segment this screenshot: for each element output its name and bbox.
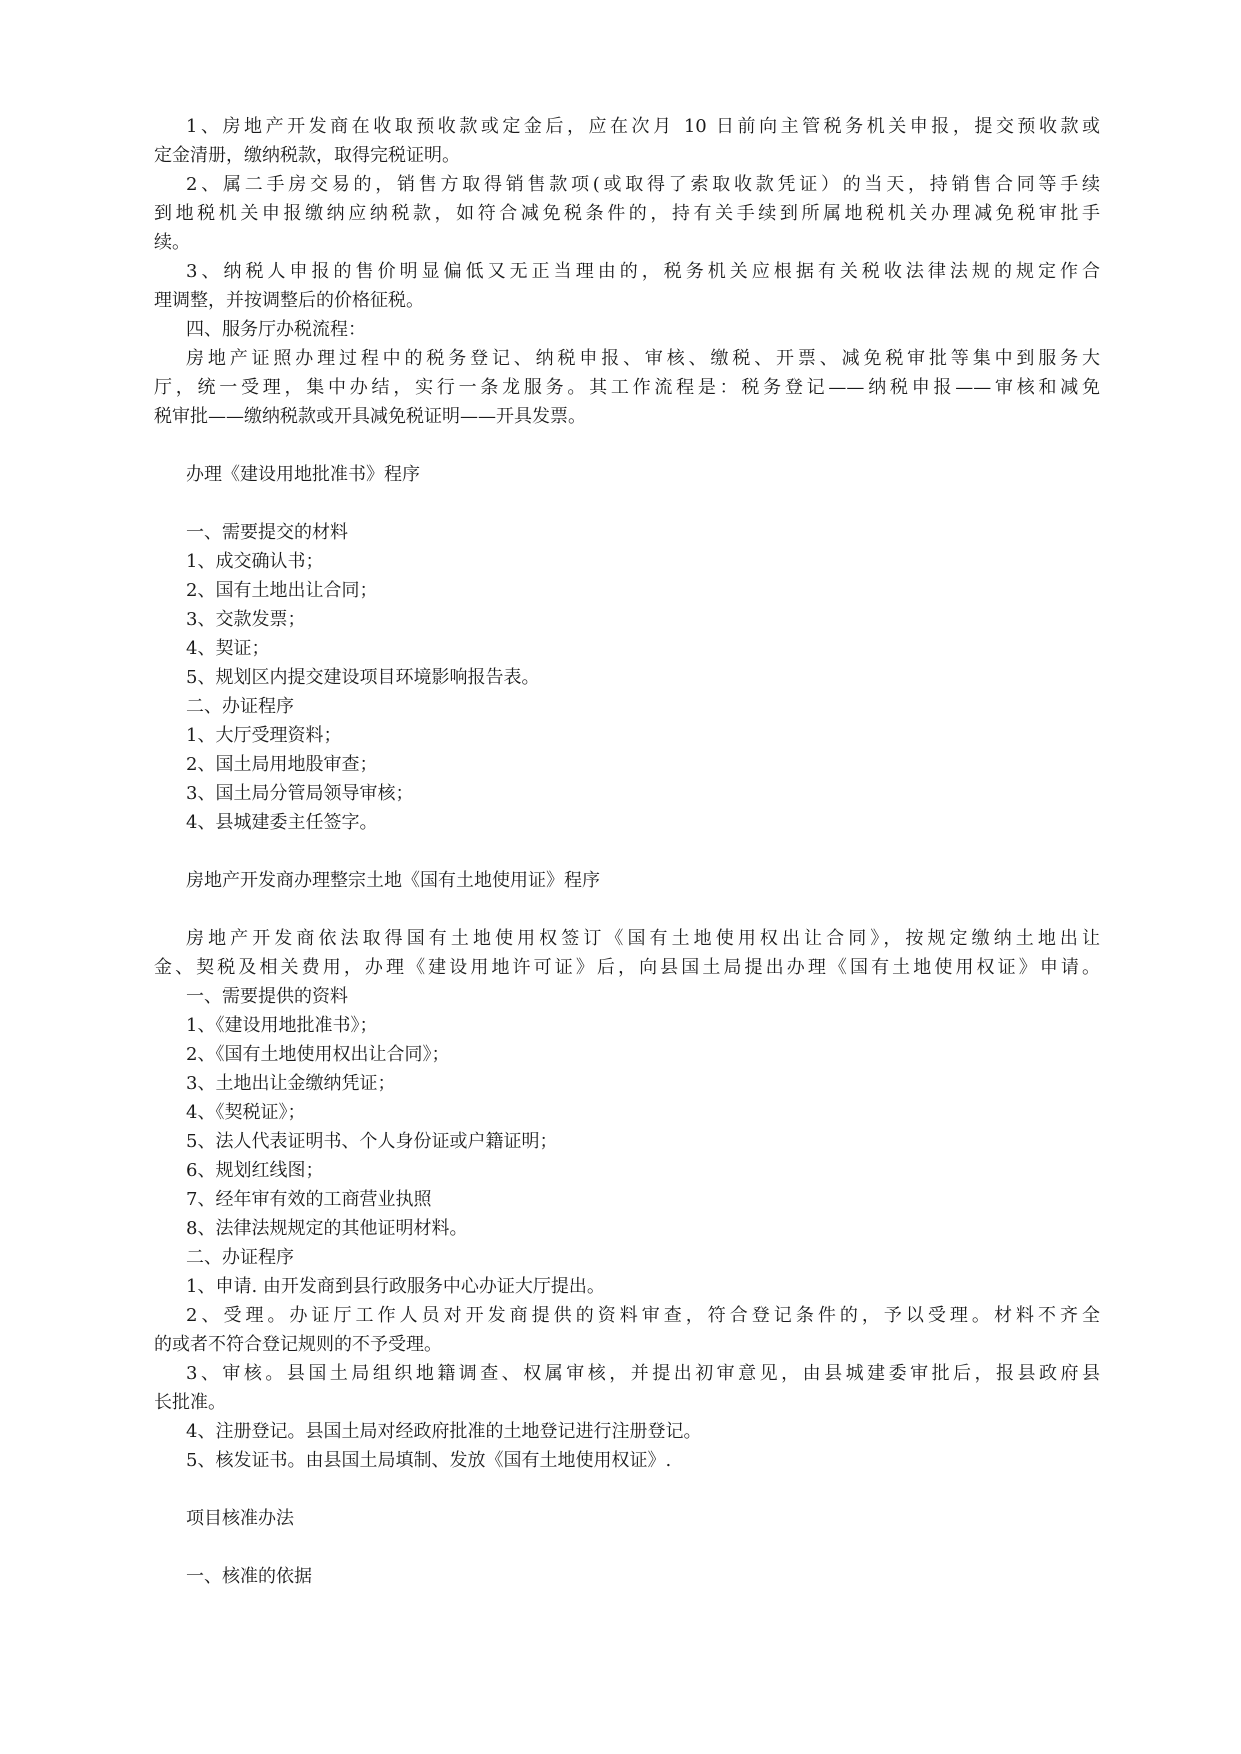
text-line: 厅，统一受理，集中办结，实行一条龙服务。其工作流程是：税务登记——纳税申报——审核和减免 <box>154 377 1100 398</box>
text-line: 3、审核。县国土局组织地籍调查、权属审核，并提出初审意见，由县城建委审批后，报县政府县 <box>186 1363 1100 1384</box>
text-line: 房地产证照办理过程中的税务登记、纳税申报、审核、缴税、开票、减免税审批等集中到服务大 <box>186 348 1100 369</box>
text-line: 办理《建设用地批准书》程序 <box>186 464 420 485</box>
text-line: 1、大厅受理资料； <box>186 725 342 746</box>
text-line: 房地产开发商办理整宗土地《国有土地使用证》程序 <box>186 870 600 891</box>
text-line: 续。 <box>154 232 190 253</box>
text-line: 长批准。 <box>154 1392 226 1413</box>
paragraph-gap <box>154 837 1100 866</box>
text-line: 的或者不符合登记规则的不予受理。 <box>154 1334 442 1355</box>
text-line: 1、《建设用地批准书》； <box>186 1015 378 1036</box>
paragraph-gap <box>154 489 1100 518</box>
paragraph-gap <box>154 1475 1100 1504</box>
text-line: 1、成交确认书； <box>186 551 324 572</box>
text-line: 3、土地出让金缴纳凭证； <box>186 1073 396 1094</box>
text-line: 4、注册登记。县国土局对经政府批准的土地登记进行注册登记。 <box>186 1421 702 1442</box>
paragraph-gap <box>154 1533 1100 1562</box>
text-line: 5、规划区内提交建设项目环境影响报告表。 <box>186 667 540 688</box>
text-line: 四、服务厅办税流程： <box>186 319 366 340</box>
text-line: 4、《契税证》； <box>186 1102 306 1123</box>
text-line: 1、申请. 由开发商到县行政服务中心办证大厅提出。 <box>186 1276 605 1297</box>
text-line: 到地税机关申报缴纳应纳税款，如符合减免税条件的，持有关手续到所属地税机关办理减免税审批手 <box>154 203 1100 224</box>
text-line: 2、国有土地出让合同； <box>186 580 378 601</box>
text-line: 二、办证程序 <box>186 696 294 717</box>
text-line: 3、交款发票； <box>186 609 306 630</box>
text-line: 金、契税及相关费用，办理《建设用地许可证》后，向县国土局提出办理《国有土地使用权证》申请。 <box>154 957 1100 978</box>
text-line: 2、国土局用地股审查； <box>186 754 378 775</box>
text-line: 项目核准办法 <box>186 1508 294 1529</box>
text-line: 房地产开发商依法取得国有土地使用权签订《国有土地使用权出让合同》，按规定缴纳土地出让 <box>186 928 1100 949</box>
text-line: 理调整，并按调整后的价格征税。 <box>154 290 424 311</box>
text-line: 4、契证； <box>186 638 270 659</box>
text-line: 一、需要提供的资料 <box>186 986 348 1007</box>
text-line: 2、属二手房交易的，销售方取得销售款项(或取得了索取收款凭证）的当天，持销售合同等手续 <box>186 174 1100 195</box>
text-line: 税审批——缴纳税款或开具减免税证明——开具发票。 <box>154 406 586 427</box>
text-line: 3、纳税人申报的售价明显偏低又无正当理由的，税务机关应根据有关税收法律法规的规定作合 <box>186 261 1100 282</box>
text-line: 2、受理。办证厅工作人员对开发商提供的资料审查，符合登记条件的，予以受理。材料不齐全 <box>186 1305 1100 1326</box>
text-line: 8、法律法规规定的其他证明材料。 <box>186 1218 468 1239</box>
paragraph-gap <box>154 895 1100 924</box>
text-line: 2、《国有土地使用权出让合同》； <box>186 1044 450 1065</box>
text-line: 5、法人代表证明书、个人身份证或户籍证明； <box>186 1131 558 1152</box>
text-line: 4、县城建委主任签字。 <box>186 812 378 833</box>
text-line: 一、需要提交的材料 <box>186 522 348 543</box>
text-line: 一、核准的依据 <box>186 1566 312 1587</box>
paragraph-gap <box>154 431 1100 460</box>
text-line: 3、国土局分管局领导审核； <box>186 783 414 804</box>
text-line: 定金清册，缴纳税款，取得完税证明。 <box>154 145 460 166</box>
text-line: 1、房地产开发商在收取预收款或定金后，应在次月 10 日前向主管税务机关申报，提交预收款或 <box>186 116 1100 137</box>
text-line: 7、经年审有效的工商营业执照 <box>186 1189 432 1210</box>
text-line: 6、规划红线图； <box>186 1160 324 1181</box>
text-line: 二、办证程序 <box>186 1247 294 1268</box>
document-body <box>154 112 1100 1591</box>
text-line: 5、核发证书。由县国土局填制、发放《国有土地使用权证》. <box>186 1450 672 1471</box>
